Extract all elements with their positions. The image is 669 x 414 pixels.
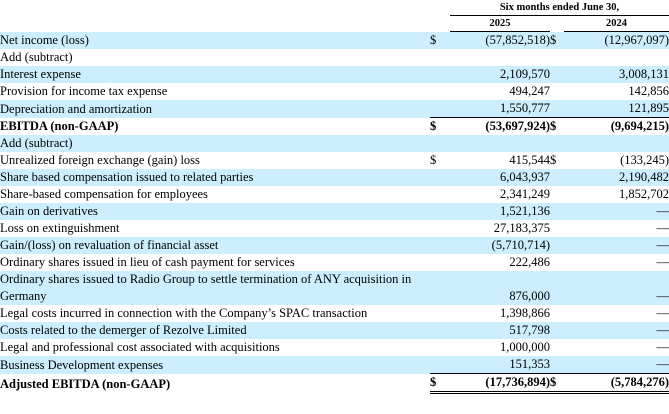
row-label: Ordinary shares issued in lieu of cash payment for services bbox=[0, 255, 295, 269]
value-2025: 2,341,249 bbox=[500, 187, 550, 201]
currency-symbol: $ bbox=[430, 118, 450, 136]
value-2024: 121,895 bbox=[564, 100, 669, 118]
row-label: Loss on extinguishment bbox=[0, 221, 120, 235]
value-2024: — bbox=[564, 271, 669, 305]
table-row-add-subtract bbox=[0, 49, 669, 66]
value-2024: (133,245) bbox=[620, 153, 669, 167]
value-2025: 415,544 bbox=[509, 153, 550, 167]
value-2024: 1,852,702 bbox=[619, 187, 669, 201]
row-label: Share-based compensation for employees bbox=[0, 187, 208, 201]
value-2024: — bbox=[564, 237, 669, 254]
row-label: Gain on derivatives bbox=[0, 203, 430, 220]
row-label: Legal and professional cost associated with acquisitions bbox=[0, 340, 280, 354]
value-2024: — bbox=[656, 221, 669, 235]
table-row-sbc-related bbox=[0, 169, 669, 186]
table-row-derivatives bbox=[0, 203, 669, 220]
value-2024: — bbox=[564, 322, 669, 339]
table-row-shares-services bbox=[0, 254, 669, 271]
table-row-extinguishment bbox=[0, 220, 669, 237]
value-2025: (5,710,714) bbox=[450, 237, 550, 254]
value-2025: (57,852,518) bbox=[450, 32, 550, 50]
value-2024: — bbox=[656, 255, 669, 269]
table-row-adjusted-ebitda bbox=[0, 374, 669, 393]
row-label: Adjusted EBITDA (non-GAAP) bbox=[0, 376, 171, 391]
row-label: Costs related to the demerger of Rezolve Limited bbox=[0, 322, 430, 339]
value-2025: 876,000 bbox=[450, 271, 550, 305]
year-2024-header: 2024 bbox=[564, 16, 669, 32]
value-2024: 2,190,482 bbox=[564, 169, 669, 186]
value-2025: 1,000,000 bbox=[500, 340, 550, 354]
value-2024: (12,967,097) bbox=[564, 32, 669, 50]
row-label: Add (subtract) bbox=[0, 135, 430, 152]
value-2025: 1,398,866 bbox=[500, 306, 550, 320]
value-2024: — bbox=[564, 203, 669, 220]
table-row-add-subtract bbox=[0, 135, 669, 152]
value-2025: 494,247 bbox=[509, 84, 550, 98]
value-2024: (9,694,215) bbox=[564, 118, 669, 136]
row-label: Unrealized foreign exchange (gain) loss bbox=[0, 153, 200, 167]
value-2024: (5,784,276) bbox=[564, 374, 669, 393]
currency-symbol: $ bbox=[550, 32, 564, 50]
table-row-demerger bbox=[0, 322, 669, 339]
table-row-depreciation bbox=[0, 100, 669, 118]
table-row-revaluation bbox=[0, 237, 669, 254]
row-label: Legal costs incurred in connection with the Company’s SPAC transaction bbox=[0, 306, 368, 320]
value-2025: 517,798 bbox=[450, 322, 550, 339]
row-label: Interest expense bbox=[0, 66, 430, 83]
value-2025: 151,353 bbox=[450, 356, 550, 374]
value-2024: — bbox=[564, 356, 669, 374]
currency-symbol: $ bbox=[550, 153, 557, 167]
currency-symbol: $ bbox=[430, 153, 437, 167]
value-2025: (17,736,894) bbox=[450, 374, 550, 393]
year-2025-header: 2025 bbox=[450, 16, 550, 32]
table-row-interest-expense bbox=[0, 66, 669, 83]
value-2025: 1,550,777 bbox=[450, 100, 550, 118]
row-label: Ordinary shares issued to Radio Group to settle termination of ANY acquisition in Germany bbox=[0, 271, 430, 305]
table-row-radio-group bbox=[0, 271, 669, 305]
row-label: Add (subtract) bbox=[0, 50, 73, 64]
row-label: Provision for income tax expense bbox=[0, 84, 168, 98]
table-row-ebitda bbox=[0, 118, 669, 136]
row-label: Depreciation and amortization bbox=[0, 100, 430, 118]
header-period-row bbox=[0, 0, 669, 16]
table-row-net-income bbox=[0, 32, 669, 50]
value-2025: 27,183,375 bbox=[493, 221, 550, 235]
value-2024: — bbox=[656, 340, 669, 354]
table-row-income-tax bbox=[0, 83, 669, 100]
header-year-row bbox=[0, 16, 669, 32]
value-2025: 222,486 bbox=[509, 255, 550, 269]
row-label: Share based compensation issued to related parties bbox=[0, 169, 430, 186]
row-label: Business Development expenses bbox=[0, 356, 430, 374]
value-2025: 1,521,136 bbox=[450, 203, 550, 220]
currency-symbol: $ bbox=[550, 118, 564, 136]
table-row-acquisitions bbox=[0, 339, 669, 356]
currency-symbol: $ bbox=[430, 32, 450, 50]
row-label: EBITDA (non-GAAP) bbox=[0, 119, 119, 133]
row-label: Gain/(loss) on revaluation of financial asset bbox=[0, 237, 430, 254]
value-2024: 142,856 bbox=[628, 84, 669, 98]
value-2024: 3,008,131 bbox=[564, 66, 669, 83]
period-header: Six months ended June 30, bbox=[450, 0, 669, 16]
row-label: Net income (loss) bbox=[0, 32, 430, 50]
table-row-business-dev bbox=[0, 356, 669, 374]
value-2025: (53,697,924) bbox=[450, 118, 550, 136]
currency-symbol: $ bbox=[550, 374, 564, 393]
value-2025: 6,043,937 bbox=[450, 169, 550, 186]
table-row-spac-legal bbox=[0, 305, 669, 322]
table-row-sbc-employees bbox=[0, 186, 669, 203]
currency-symbol: $ bbox=[430, 374, 450, 393]
table-row-fx bbox=[0, 152, 669, 169]
value-2025: 2,109,570 bbox=[450, 66, 550, 83]
value-2024: — bbox=[656, 306, 669, 320]
